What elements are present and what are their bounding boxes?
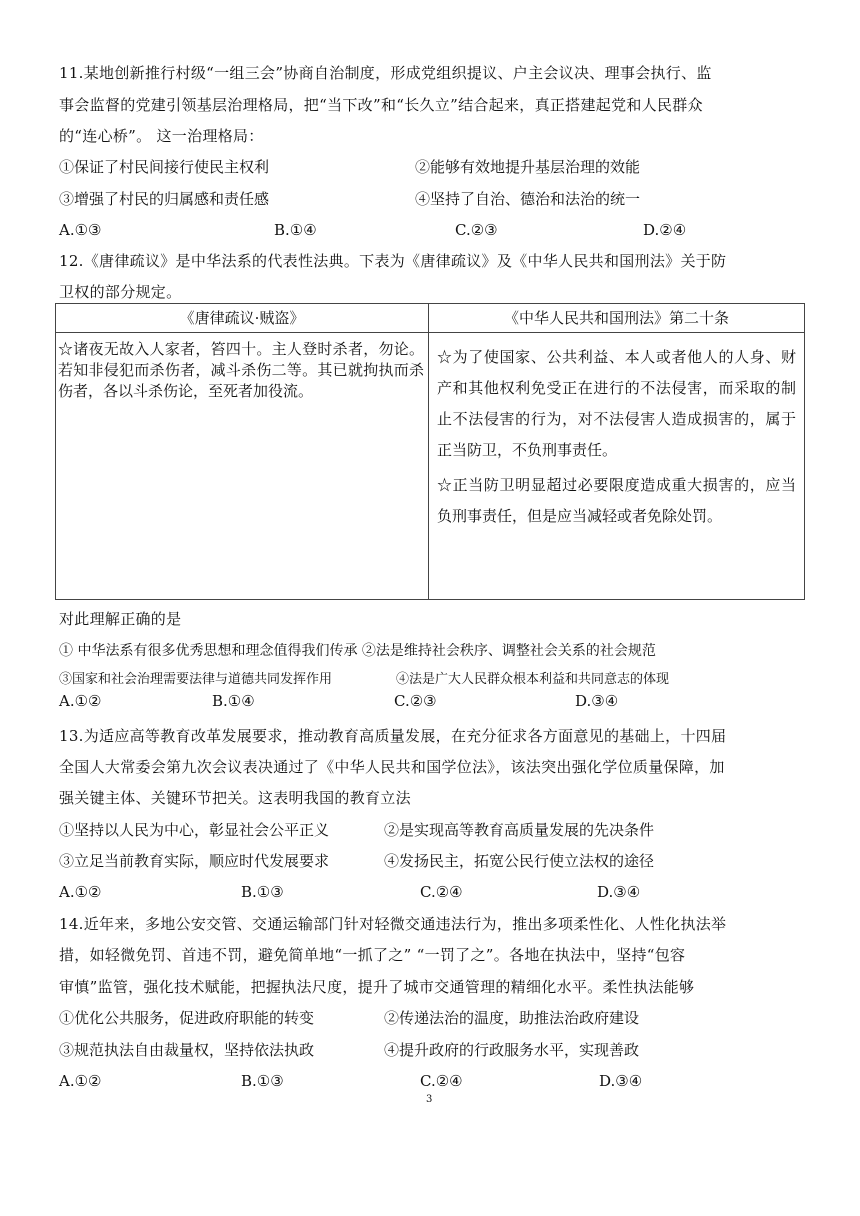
q13-option-b: B.①③ bbox=[241, 883, 284, 901]
q13-stem-line-3: 强关键主体、关键环节把关。这表明我国的教育立法 bbox=[59, 789, 411, 807]
q14-stem-line-3: 审慎”监管，强化技术赋能，把握执法尺度，提升了城市交通管理的精细化水平。柔性执法能够 bbox=[59, 978, 695, 996]
q12-prompt: 对此理解正确的是 bbox=[59, 610, 182, 628]
q11-option-d: D.②④ bbox=[643, 221, 687, 239]
q12-statement-4: ④法是广大人民群众根本利益和共同意志的体现 bbox=[396, 672, 670, 687]
criminal-law-paragraph-2: ☆正当防卫明显超过必要限度造成重大损害的，应当负刑事责任，但是应当减轻或者免除处罚。 bbox=[437, 476, 796, 525]
q11-statement-2: ②能够有效地提升基层治理的效能 bbox=[415, 158, 641, 176]
q14-option-a: A.①② bbox=[59, 1072, 102, 1090]
q13-statement-4: ④发扬民主，拓宽公民行使立法权的途径 bbox=[384, 852, 655, 870]
table-cell-criminal-law bbox=[429, 333, 805, 600]
table-header-criminal-law: 《中华人民共和国刑法》第二十条 bbox=[429, 304, 805, 333]
q11-statement-1: ①保证了村民间接行使民主权利 bbox=[59, 158, 270, 176]
q11-option-b: B.①④ bbox=[274, 221, 317, 239]
q14-stem-line-1: 14.近年来，多地公安交管、交通运输部门针对轻微交通违法行为，推出多项柔性化、人性化执法举 bbox=[59, 915, 727, 933]
q14-option-b: B.①③ bbox=[241, 1072, 284, 1090]
table-header-tang-code: 《唐律疏议·贼盗》 bbox=[56, 304, 429, 333]
q13-statement-2: ②是实现高等教育高质量发展的先决条件 bbox=[384, 821, 655, 839]
q12-statement-3: ③国家和社会治理需要法律与道德共同发挥作用 bbox=[59, 672, 333, 687]
q14-statement-1: ①优化公共服务，促进政府职能的转变 bbox=[59, 1009, 315, 1027]
q12-option-c: C.②③ bbox=[394, 692, 437, 710]
q11-stem-line-2: 事会监督的党建引领基层治理格局，把“当下改”和“长久立”结合起来，真正搭建起党和人民群众 bbox=[59, 96, 703, 114]
q11-statement-3: ③增强了村民的归属感和责任感 bbox=[59, 190, 270, 208]
q14-option-c: C.②④ bbox=[420, 1072, 463, 1090]
law-comparison-table bbox=[55, 303, 805, 600]
q14-statement-2: ②传递法治的温度，助推法治政府建设 bbox=[384, 1009, 640, 1027]
q13-stem-line-2: 全国人大常委会第九次会议表决通过了《中华人民共和国学位法》，该法突出强化学位质量保障，加 bbox=[59, 758, 725, 776]
q12-statements-1-2: ① 中华法系有很多优秀思想和理念值得我们传承 ②法是维持社会秩序、调整社会关系的社会规范 bbox=[59, 643, 656, 659]
q11-stem-line-1: 11.某地创新推行村级“一组三会”协商自治制度，形成党组织提议、户主会议决、理事会执行、监 bbox=[59, 64, 712, 82]
q13-statement-3: ③立足当前教育实际，顺应时代发展要求 bbox=[59, 852, 330, 870]
q12-option-d: D.③④ bbox=[575, 692, 619, 710]
q12-option-a: A.①② bbox=[59, 692, 102, 710]
q13-option-a: A.①② bbox=[59, 883, 102, 901]
table-cell-tang-code bbox=[56, 333, 429, 600]
q14-option-d: D.③④ bbox=[599, 1072, 643, 1090]
q14-statement-3: ③规范执法自由裁量权，坚持依法执政 bbox=[59, 1041, 315, 1059]
q14-statement-4: ④提升政府的行政服务水平，实现善政 bbox=[384, 1041, 640, 1059]
q12-stem-line-1: 12.《唐律疏议》是中华法系的代表性法典。下表为《唐律疏议》及《中华人民共和国刑法》关于防 bbox=[59, 252, 727, 270]
q13-option-c: C.②④ bbox=[420, 883, 463, 901]
q13-statement-1: ①坚持以人民为中心，彰显社会公平正义 bbox=[59, 821, 330, 839]
q13-option-d: D.③④ bbox=[597, 883, 641, 901]
page-number: 3 bbox=[426, 1094, 433, 1105]
q11-option-a: A.①③ bbox=[59, 221, 102, 239]
q11-statement-4: ④坚持了自治、德治和法治的统一 bbox=[415, 190, 641, 208]
q12-stem-line-2: 卫权的部分规定。 bbox=[59, 283, 182, 301]
q11-stem-line-3: 的“连心桥”。 这一治理格局： bbox=[59, 127, 264, 145]
q12-option-b: B.①④ bbox=[212, 692, 255, 710]
q13-stem-line-1: 13.为适应高等教育改革发展要求，推动教育高质量发展，在充分征求各方面意见的基础上，十四届 bbox=[59, 727, 727, 745]
q11-option-c: C.②③ bbox=[455, 221, 498, 239]
tang-code-text: ☆诸夜无故入人家者，笞四十。主人登时杀者，勿论。若知非侵犯而杀伤者，减斗杀伤二等。其已就拘执而杀伤者，各以斗杀伤论，至死者加役流。 bbox=[58, 340, 424, 400]
q14-stem-line-2: 措，如轻微免罚、首违不罚，避免简单地“一抓了之” “一罚了之”。各地在执法中，坚持“包容 bbox=[59, 946, 686, 964]
criminal-law-paragraph-1: ☆为了使国家、公共利益、本人或者他人的人身、财产和其他权利免受正在进行的不法侵害，而采取的制止不法侵害的行为，对不法侵害人造成损害的，属于正当防卫，不负刑事责任。 bbox=[437, 348, 796, 459]
